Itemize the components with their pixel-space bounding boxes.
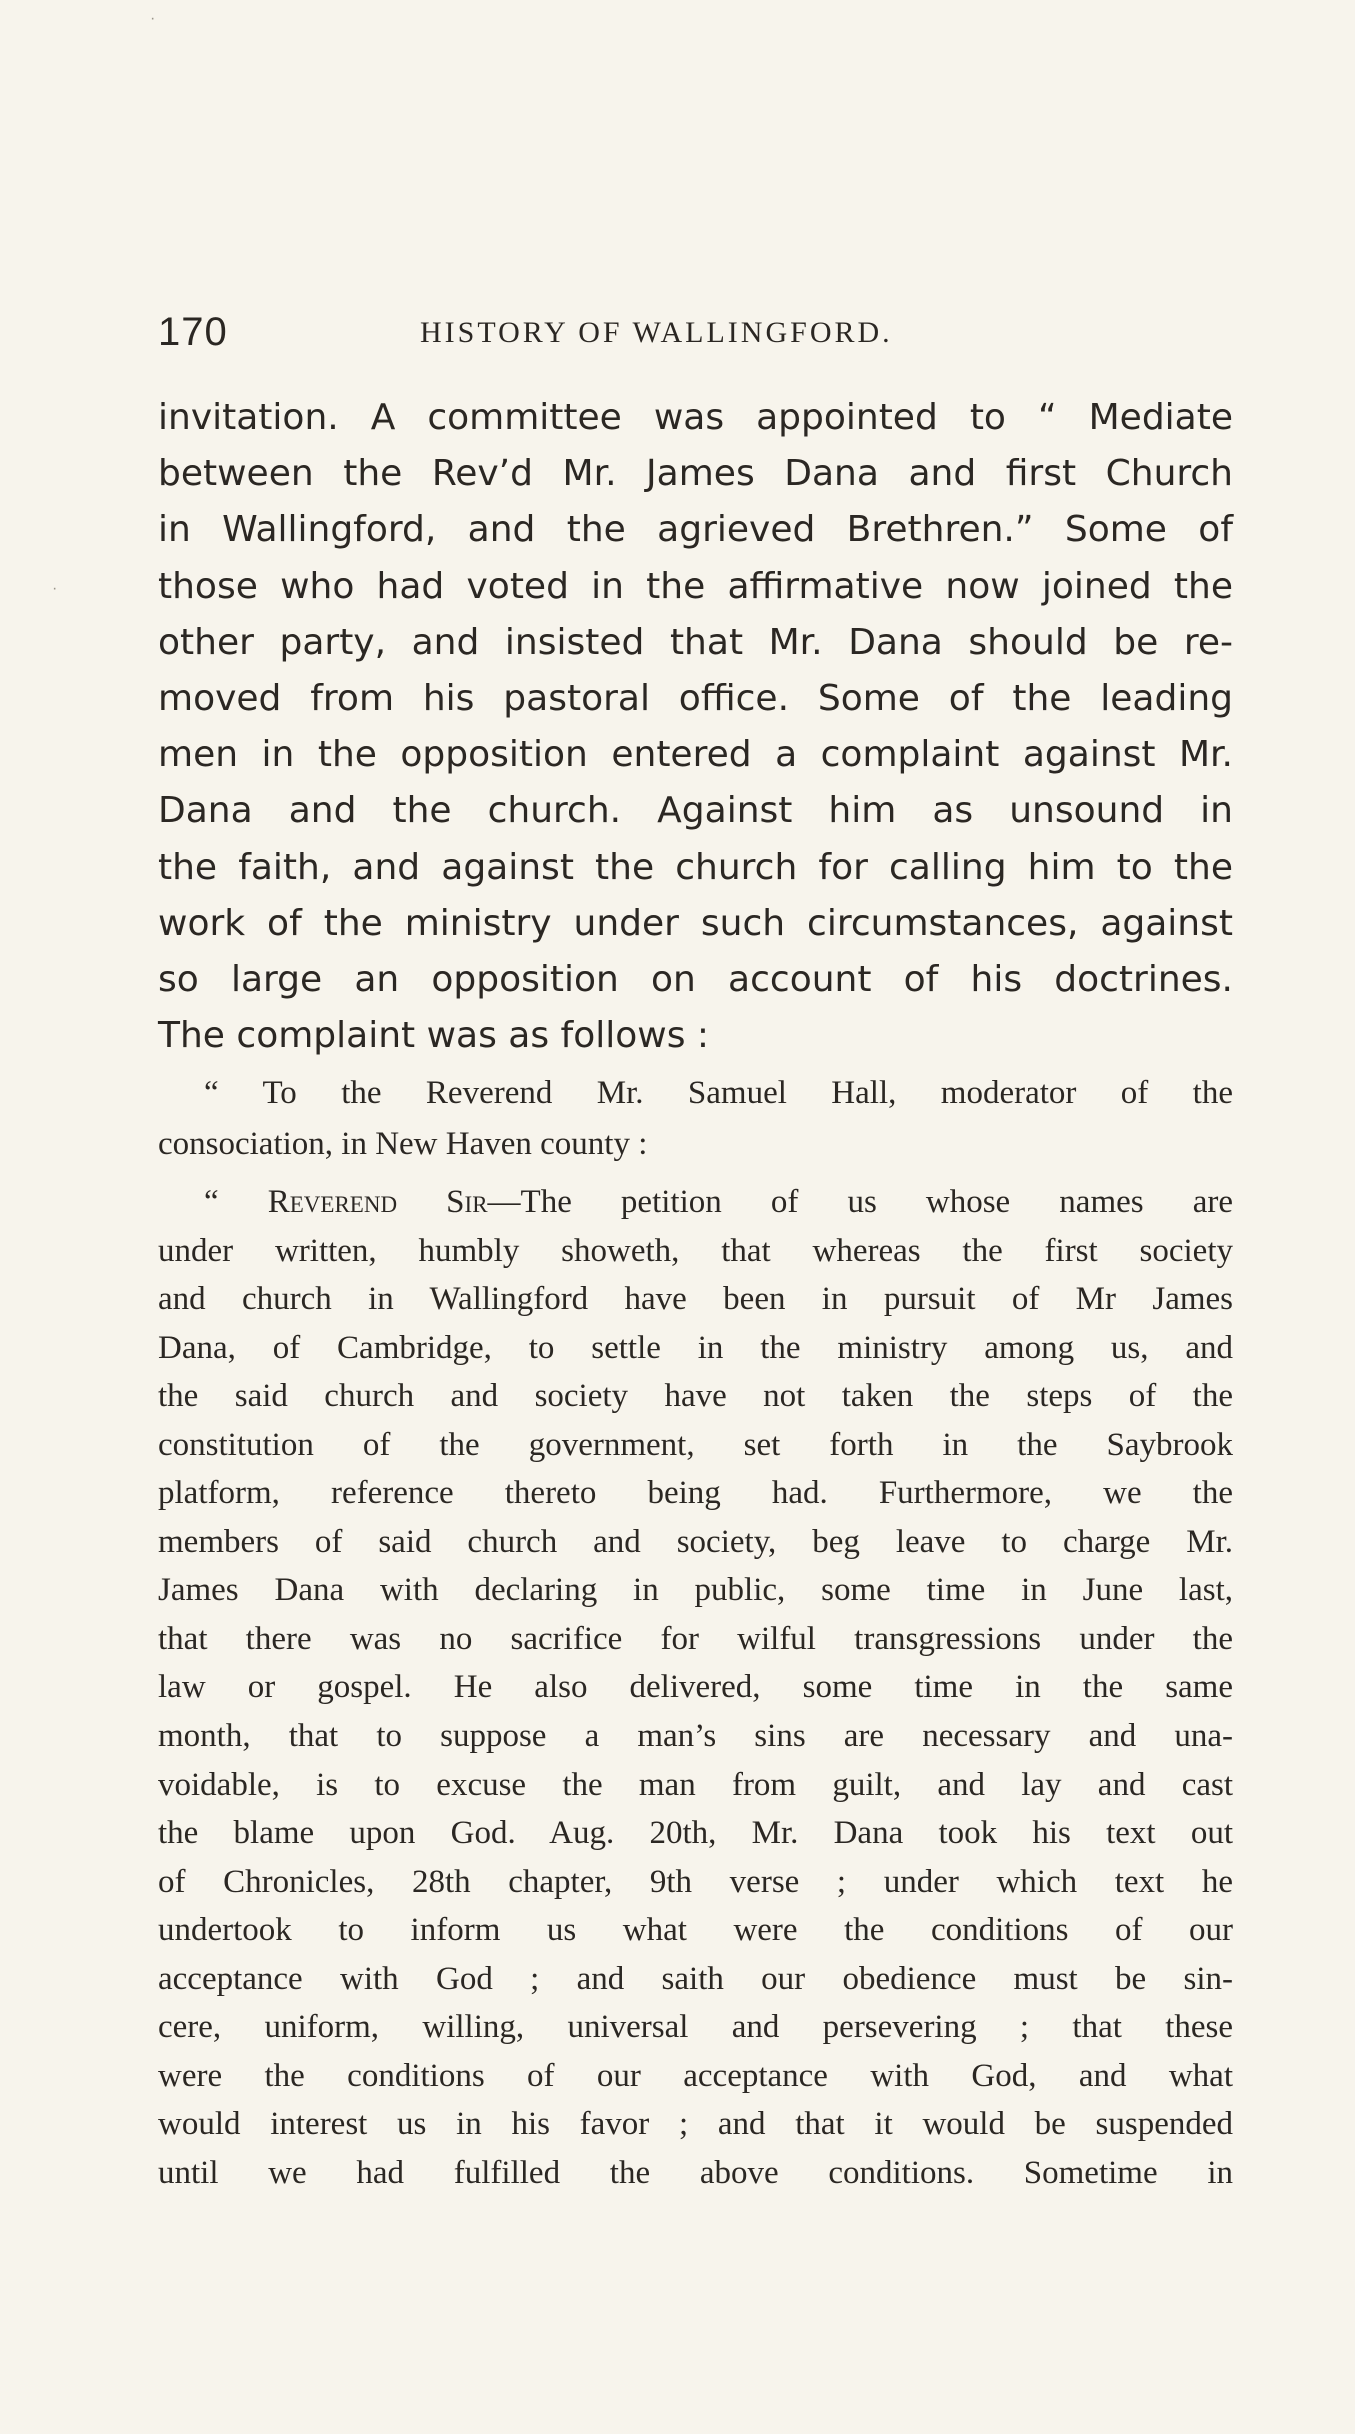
text-line: so large an opposition on account of his doctrines. [158, 958, 1233, 1000]
petition-line: Dana, of Cambridge, to settle in the ministry among us, and [158, 1329, 1233, 1366]
petition-line: law or gospel. He also delivered, some time in the same [158, 1669, 1233, 1706]
petition-line: were the conditions of our acceptance with God, and what [158, 2057, 1233, 2094]
page-header [158, 310, 1233, 370]
text-line: the faith, and against the church for calling him to the [158, 846, 1233, 888]
petition-line: cere, uniform, willing, universal and persevering ; that these [158, 2009, 1233, 2046]
body-paragraph [158, 390, 1233, 1064]
open-quote: “ [204, 1184, 268, 1220]
margin-speck: · [150, 10, 156, 27]
text-line: other party, and insisted that Mr. Dana should be re- [158, 621, 1233, 663]
text-line: in Wallingford, and the agrieved Brethren.” Some of [158, 509, 1233, 551]
address-line: consociation, in New Haven county : [158, 1126, 648, 1162]
text-line: invitation. A committee was appointed to “ Mediate [158, 397, 1233, 438]
petition-paragraph [158, 1178, 1233, 2197]
petition-line: month, that to suppose a man’s sins are necessary and una- [158, 1718, 1233, 1755]
margin-speck: · [52, 580, 58, 597]
petition-line-rest: —The petition of us whose names are [487, 1184, 1233, 1220]
text-line: Dana and the church. Against him as unsound in [158, 790, 1233, 832]
text-line: moved from his pastoral office. Some of the leading [158, 677, 1233, 719]
petition-line: that there was no sacrifice for wilful transgressions under the [158, 1620, 1233, 1657]
address-paragraph [158, 1068, 1233, 1170]
text-line: work of the ministry under such circumstances, against [158, 902, 1233, 944]
salutation: Reverend Sir [267, 1184, 488, 1220]
petition-line: members of said church and society, beg leave to charge Mr. [158, 1523, 1233, 1560]
petition-line: constitution of the government, set forth in the Saybrook [158, 1426, 1233, 1463]
petition-line: James Dana with declaring in public, some time in June last, [158, 1572, 1233, 1609]
petition-line: would interest us in his favor ; and that it would be suspended [158, 2106, 1233, 2143]
petition-line: and church in Wallingford have been in pursuit of Mr James [158, 1281, 1233, 1318]
petition-line: the blame upon God. Aug. 20th, Mr. Dana took his text out [158, 1815, 1233, 1852]
petition-line: of Chronicles, 28th chapter, 9th verse ; under which text he [158, 1863, 1233, 1900]
petition-line: under written, humbly showeth, that whereas the first society [158, 1232, 1233, 1269]
text-line: men in the opposition entered a complaint against Mr. [158, 734, 1233, 776]
petition-first-line [158, 1178, 1233, 1227]
petition-line: acceptance with God ; and saith our obedience must be sin- [158, 1960, 1233, 1997]
page-number: 170 [158, 310, 228, 354]
running-head: HISTORY OF WALLINGFORD. [420, 316, 893, 349]
petition-line: until we had fulfilled the above conditions. Sometime in [158, 2154, 1233, 2191]
petition-line: voidable, is to excuse the man from guilt, and lay and cast [158, 1766, 1233, 1803]
petition-line: platform, reference thereto being had. Furthermore, we the [158, 1475, 1233, 1512]
text-line: The complaint was as follows : [158, 1015, 710, 1057]
text-line: between the Rev’d Mr. James Dana and first Church [158, 453, 1233, 495]
address-line: “ To the Reverend Mr. Samuel Hall, moderator of the [204, 1075, 1233, 1111]
petition-line: undertook to inform us what were the conditions of our [158, 1912, 1233, 1949]
petition-line: the said church and society have not taken the steps of the [158, 1378, 1233, 1415]
text-line: those who had voted in the affirmative now joined the [158, 565, 1233, 607]
